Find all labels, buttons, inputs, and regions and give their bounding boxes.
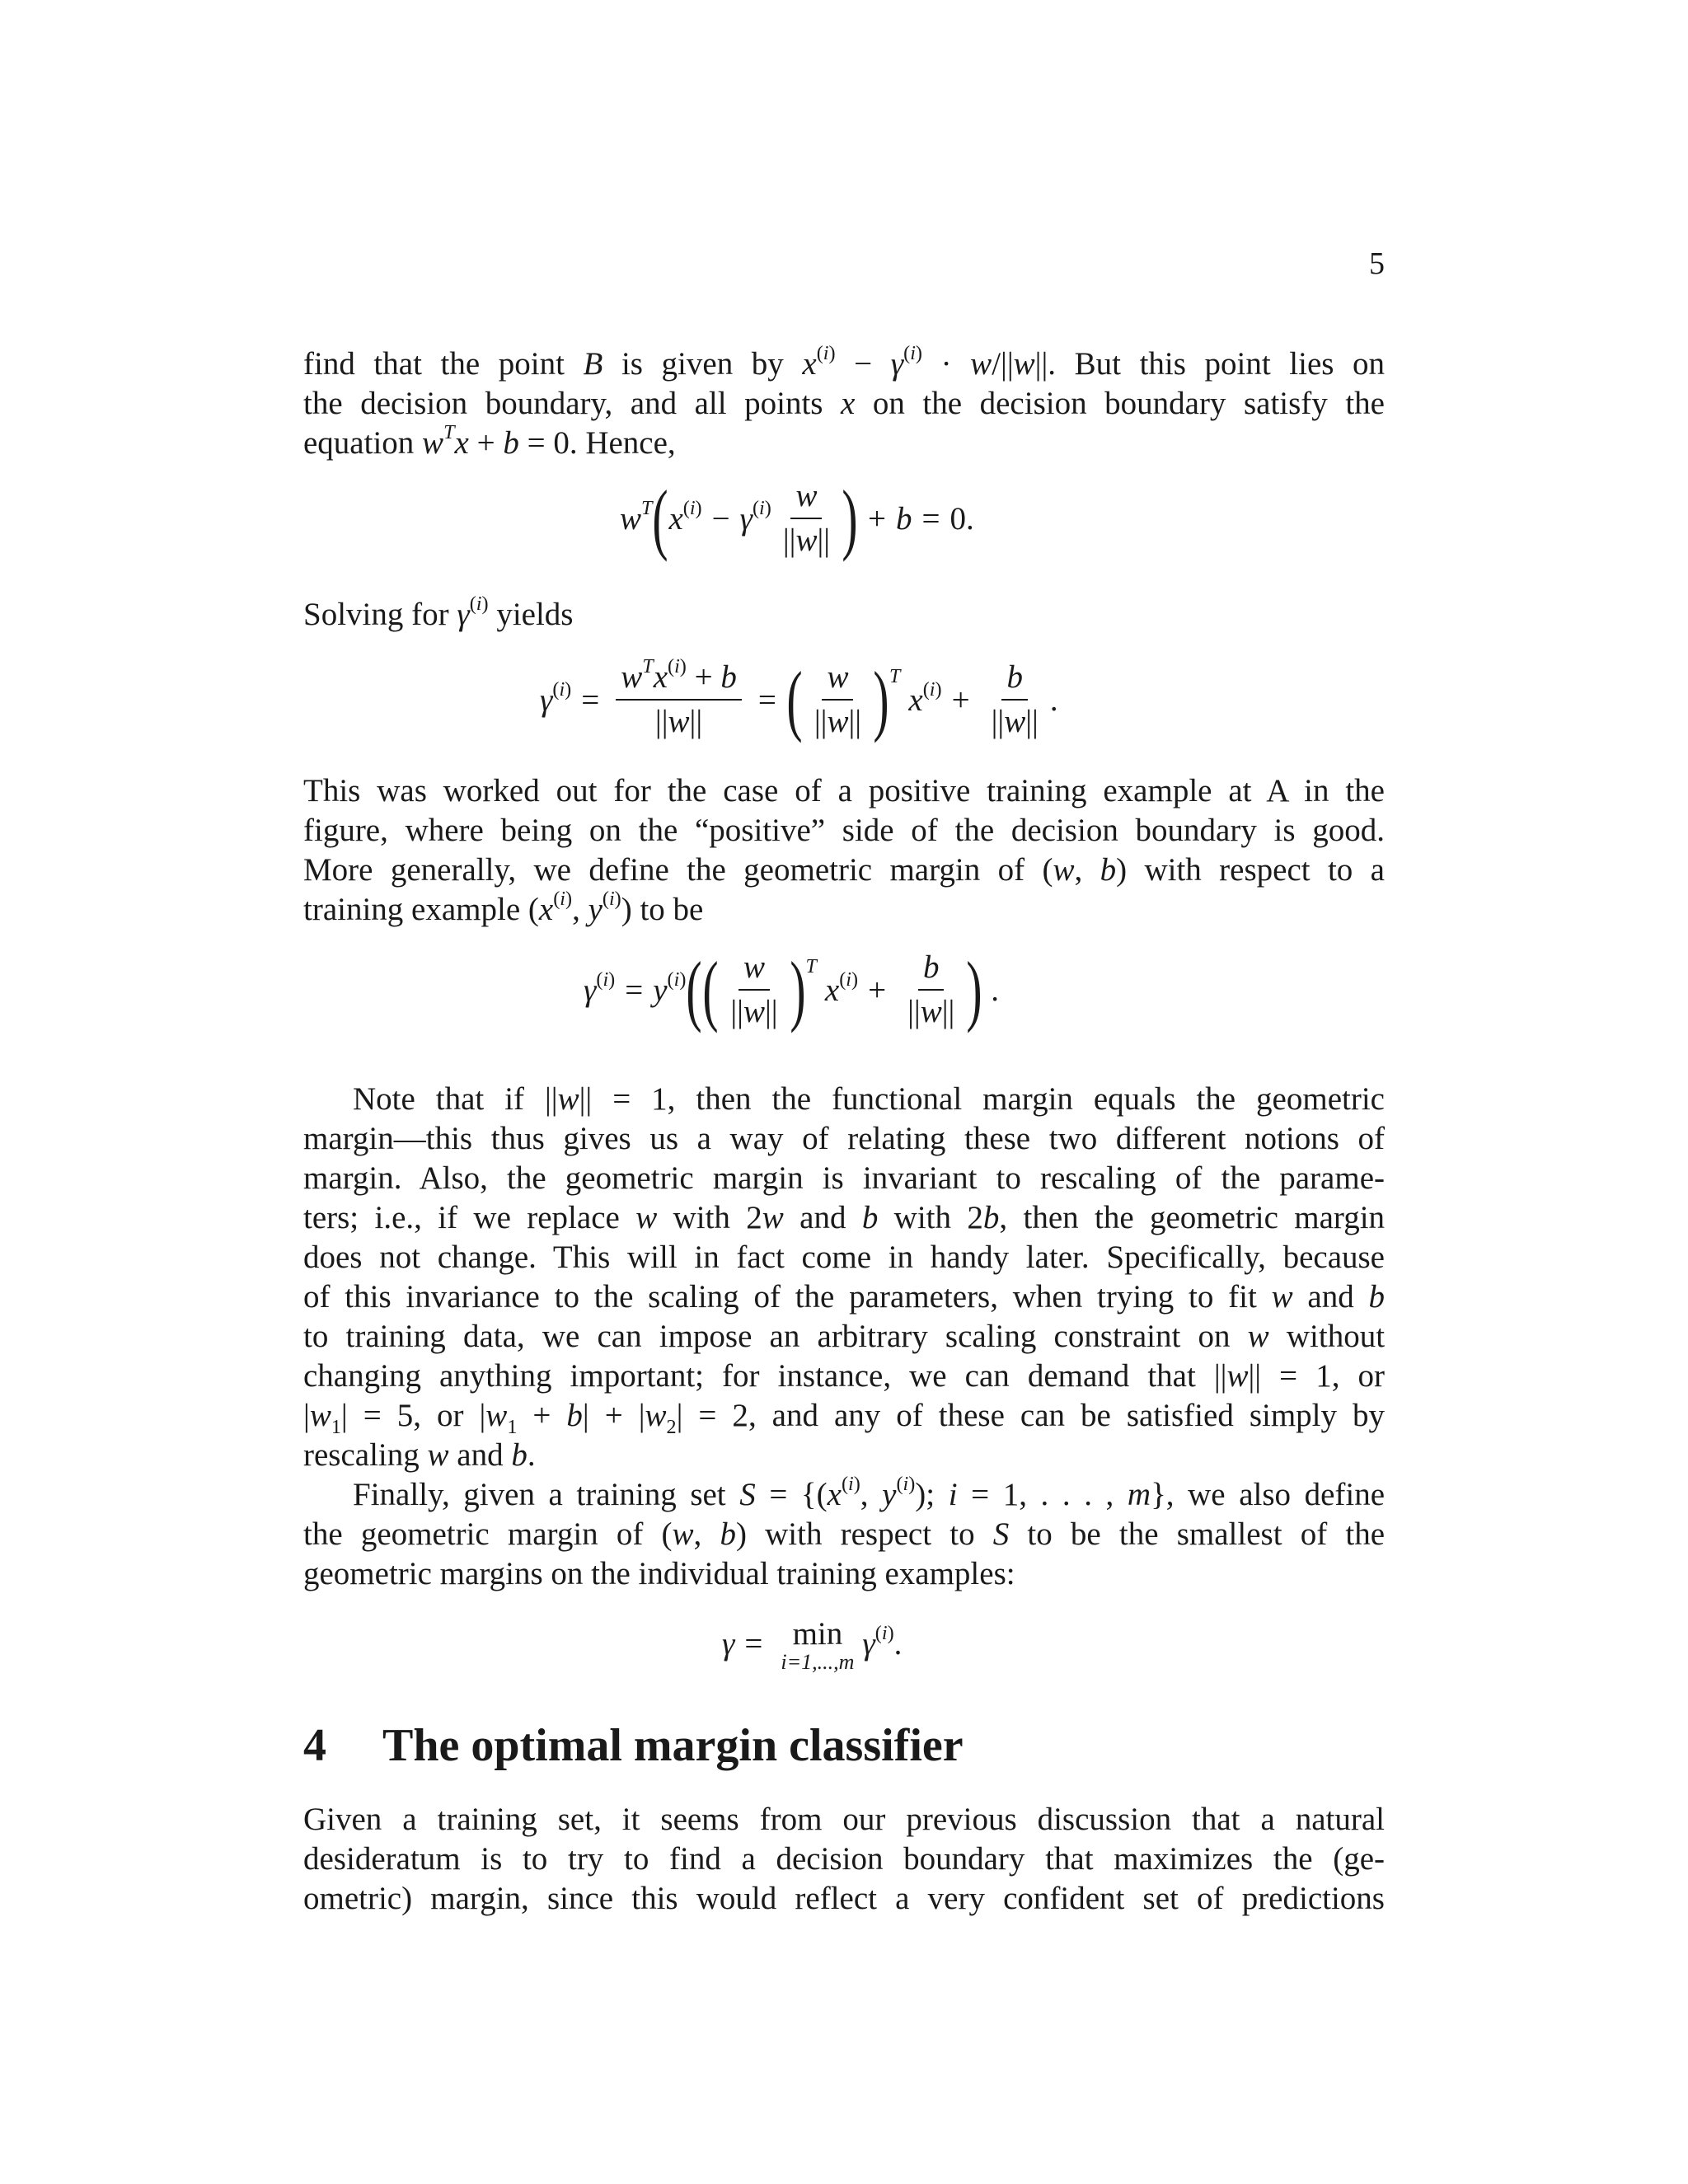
text-line: Given a training set, it seems from our previous discussion that a natural	[303, 1802, 1385, 1837]
text-line: rescaling w and b.	[303, 1437, 536, 1473]
paragraph-training-set	[303, 1475, 1385, 1594]
text-line: the decision boundary, and all points x on the decision boundary satisfy the	[303, 386, 1385, 421]
text-line: training example ($x^{(i)}$, $y^{(i)}$) to be	[303, 888, 704, 927]
text-line: Solving for $\gamma^{(i)}$ yields	[303, 593, 574, 632]
paragraph-optimal-margin	[303, 1800, 1385, 1919]
text-line: margin—this thus gives us a way of relating these two different notions of	[303, 1121, 1385, 1156]
text-line: the geometric margin of (w, b) with respect to S to be the smallest of the	[303, 1516, 1386, 1552]
text-line: desideratum is to try to find a decision boundary that maximizes the (ge-	[303, 1841, 1385, 1877]
paragraph-invariance	[303, 1080, 1385, 1475]
text-line: geometric margins on the individual training examples:	[303, 1556, 1015, 1591]
text-line: to training data, we can impose an arbitrary scaling constraint on w without	[303, 1319, 1386, 1354]
text-line: does not change. This will in fact come in handy later. Specifically, because	[303, 1240, 1385, 1275]
section-title: The optimal margin classifier	[382, 1720, 964, 1771]
text-line: ometric) margin, since this would reflect a very confident set of predictions	[303, 1881, 1385, 1916]
text-line: find that the point B is given by $x^{(i)} - \gamma^{(i)} \cdot w/||w||$. But this point lies on	[303, 342, 1386, 382]
text-line: Note that if ||w|| = 1, then the functional margin equals the geometric	[353, 1081, 1385, 1117]
section-heading	[303, 1719, 964, 1772]
text-line: $|w_1| = 5$, or $|w_1 + b| + |w_2| = 2$, and any of these can be satisfied simply by	[303, 1398, 1385, 1438]
text-line: margin. Also, the geometric margin is invariant to rescaling of the parame-	[303, 1160, 1385, 1196]
text-line: figure, where being on the “positive” side of the decision boundary is good.	[303, 813, 1385, 848]
page-number: 5	[1369, 246, 1385, 281]
equation-min-margin: γ = min i=1,...,m $\gamma^{(i)}$.	[722, 1616, 903, 1674]
paragraph-intro	[303, 344, 1385, 463]
text-line: Finally, given a training set $S = \{(x^{(i)}$, $y^{(i)}$); i = 1, . . . , m}, we also define	[353, 1473, 1386, 1512]
solving-line	[303, 595, 1385, 635]
paragraph-positive-example	[303, 771, 1385, 930]
text-line: More generally, we define the geometric margin of (w, b) with respect to a	[303, 852, 1385, 888]
text-line: ters; i.e., if we replace w with 2w and b with 2b, then the geometric margin	[303, 1200, 1386, 1235]
equation-boundary: $w^T$ ( $x^{(i)}$ − $\gamma^{(i)}$ $\frac{w}{||w||}$ ) + b = 0.	[620, 474, 974, 562]
text-line: This was worked out for the case of a positive training example at A in the	[303, 773, 1385, 808]
section-number: 4	[303, 1720, 326, 1771]
text-line: changing anything important; for instance, we can demand that ||w|| = 1, or	[303, 1358, 1385, 1394]
equation-geometric-margin: $\gamma^{(i)}$ = $y^{(i)}$ ( ( $\frac{w}{||w||}$ ) T $x^{(i)}$ + $\frac{b}{||w||}$ ) .	[584, 945, 1000, 1033]
text-line: equation $w^Tx + b = 0$. Hence,	[303, 421, 676, 461]
text-line: of this invariance to the scaling of the parameters, when trying to fit w and b	[303, 1279, 1385, 1315]
equation-gamma: $\gamma^{(i)}$ = $\frac{w^Tx^{(i)} + b}{||w||}$ = ( $\frac{w}{||w||}$ ) T $x^{(i)}$ + $\frac{b}{||w||}$ .	[540, 655, 1058, 743]
